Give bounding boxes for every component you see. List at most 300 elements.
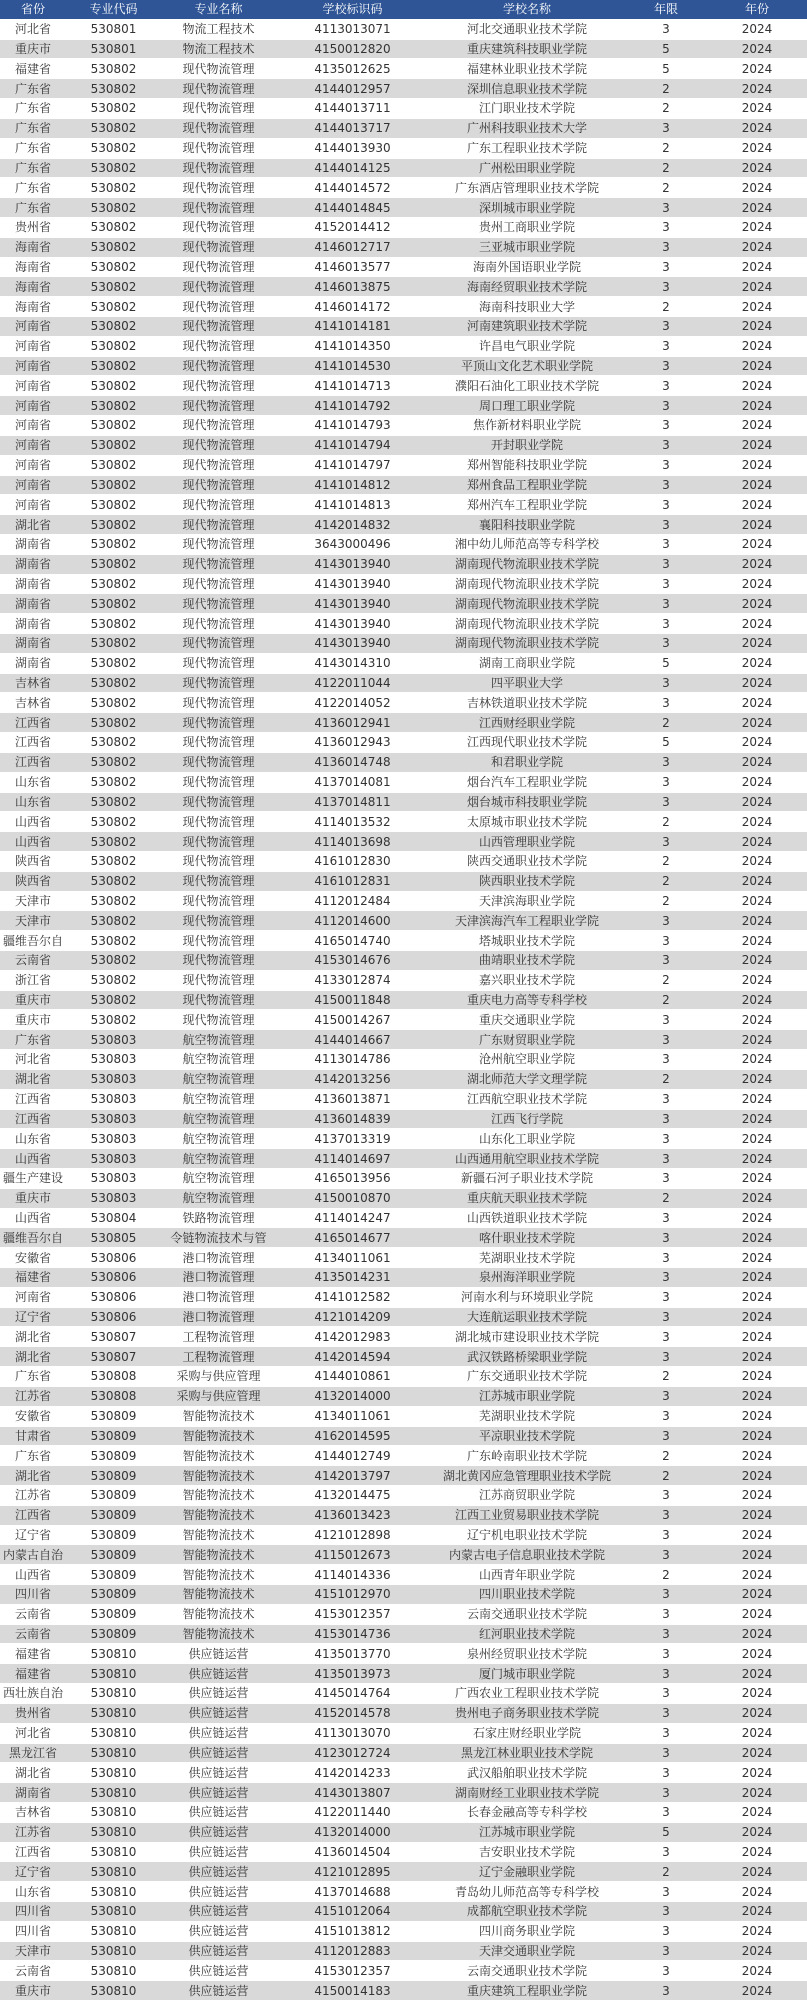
table-row bbox=[0, 1050, 807, 1070]
cell-school-id: 4162014595 bbox=[276, 1426, 429, 1446]
cell-year: 2024 bbox=[707, 1565, 807, 1585]
cell-major-code: 530802 bbox=[66, 911, 161, 931]
cell-school-name: 烟台汽车工程职业学院 bbox=[429, 772, 625, 792]
cell-school-name: 重庆航天职业技术学院 bbox=[429, 1188, 625, 1208]
table-row bbox=[0, 1268, 807, 1288]
cell-major-name: 现代物流管理 bbox=[161, 891, 276, 911]
cell-major-name: 航空物流管理 bbox=[161, 1109, 276, 1129]
cell-year: 2024 bbox=[707, 851, 807, 871]
cell-duration: 2 bbox=[625, 1188, 707, 1208]
table-row bbox=[0, 1010, 807, 1030]
cell-major-code: 530810 bbox=[66, 1882, 161, 1902]
cell-school-name: 四平职业大学 bbox=[429, 673, 625, 693]
cell-major-code: 530807 bbox=[66, 1327, 161, 1347]
cell-school-id: 4112014600 bbox=[276, 911, 429, 931]
cell-province: 河北省 bbox=[0, 19, 66, 39]
cell-province: 山西省 bbox=[0, 1149, 66, 1169]
cell-school-name: 湖北城市建设职业技术学院 bbox=[429, 1327, 625, 1347]
cell-province: 山东省 bbox=[0, 1882, 66, 1902]
cell-major-name: 港口物流管理 bbox=[161, 1268, 276, 1288]
cell-duration: 3 bbox=[625, 594, 707, 614]
cell-school-id: 4134011061 bbox=[276, 1406, 429, 1426]
cell-year: 2024 bbox=[707, 951, 807, 971]
cell-school-name: 福建林业职业技术学院 bbox=[429, 59, 625, 79]
cell-school-id: 4143014310 bbox=[276, 653, 429, 673]
table-row bbox=[0, 772, 807, 792]
cell-major-name: 供应链运营 bbox=[161, 1822, 276, 1842]
cell-school-name: 武汉铁路桥梁职业学院 bbox=[429, 1347, 625, 1367]
cell-school-name: 江西财经职业学院 bbox=[429, 713, 625, 733]
cell-school-name: 郑州汽车工程职业学院 bbox=[429, 495, 625, 515]
cell-school-id: 4135013770 bbox=[276, 1644, 429, 1664]
cell-province: 广东省 bbox=[0, 118, 66, 138]
cell-province: 甘肃省 bbox=[0, 1426, 66, 1446]
cell-year: 2024 bbox=[707, 297, 807, 317]
cell-province: 河南省 bbox=[0, 336, 66, 356]
cell-school-id: 4141014350 bbox=[276, 336, 429, 356]
cell-year: 2024 bbox=[707, 435, 807, 455]
cell-major-name: 现代物流管理 bbox=[161, 455, 276, 475]
cell-school-id: 4115012673 bbox=[276, 1545, 429, 1565]
cell-year: 2024 bbox=[707, 1109, 807, 1129]
cell-province: 内蒙古自治 bbox=[0, 1545, 66, 1565]
cell-duration: 3 bbox=[625, 1783, 707, 1803]
cell-year: 2024 bbox=[707, 1466, 807, 1486]
table-row bbox=[0, 1723, 807, 1743]
cell-duration: 3 bbox=[625, 1347, 707, 1367]
cell-year: 2024 bbox=[707, 1703, 807, 1723]
cell-school-name: 海南经贸职业技术学院 bbox=[429, 277, 625, 297]
cell-year: 2024 bbox=[707, 871, 807, 891]
cell-major-name: 智能物流技术 bbox=[161, 1604, 276, 1624]
cell-major-code: 530802 bbox=[66, 158, 161, 178]
cell-major-code: 530805 bbox=[66, 1228, 161, 1248]
cell-duration: 3 bbox=[625, 614, 707, 634]
cell-province: 湖北省 bbox=[0, 1327, 66, 1347]
cell-school-id: 4135014231 bbox=[276, 1268, 429, 1288]
table-row bbox=[0, 1545, 807, 1565]
cell-school-id: 4141012582 bbox=[276, 1287, 429, 1307]
cell-province: 山东省 bbox=[0, 772, 66, 792]
cell-major-code: 530803 bbox=[66, 1069, 161, 1089]
col-header-major-name: 专业名称 bbox=[161, 0, 276, 19]
cell-major-code: 530809 bbox=[66, 1565, 161, 1585]
cell-school-name: 喀什职业技术学院 bbox=[429, 1228, 625, 1248]
cell-school-name: 江西飞行学院 bbox=[429, 1109, 625, 1129]
cell-major-code: 530803 bbox=[66, 1129, 161, 1149]
cell-duration: 3 bbox=[625, 574, 707, 594]
table-row bbox=[0, 1109, 807, 1129]
cell-school-id: 4151013812 bbox=[276, 1921, 429, 1941]
cell-province: 贵州省 bbox=[0, 1703, 66, 1723]
cell-province: 山西省 bbox=[0, 1208, 66, 1228]
cell-province: 福建省 bbox=[0, 1644, 66, 1664]
cell-year: 2024 bbox=[707, 1882, 807, 1902]
cell-major-code: 530802 bbox=[66, 515, 161, 535]
table-row bbox=[0, 574, 807, 594]
table-row bbox=[0, 39, 807, 59]
cell-major-name: 供应链运营 bbox=[161, 1703, 276, 1723]
cell-province: 湖南省 bbox=[0, 634, 66, 654]
cell-school-id: 4133012874 bbox=[276, 970, 429, 990]
cell-major-code: 530809 bbox=[66, 1525, 161, 1545]
cell-major-code: 530802 bbox=[66, 634, 161, 654]
cell-school-name: 江西航空职业技术学院 bbox=[429, 1089, 625, 1109]
cell-school-name: 山西铁道职业技术学院 bbox=[429, 1208, 625, 1228]
cell-major-code: 530808 bbox=[66, 1386, 161, 1406]
cell-major-code: 530809 bbox=[66, 1485, 161, 1505]
table-row bbox=[0, 217, 807, 237]
cell-year: 2024 bbox=[707, 1446, 807, 1466]
cell-school-id: 4132014475 bbox=[276, 1485, 429, 1505]
cell-school-name: 湖北师范大学文理学院 bbox=[429, 1069, 625, 1089]
cell-school-name: 芜湖职业技术学院 bbox=[429, 1406, 625, 1426]
cell-duration: 2 bbox=[625, 713, 707, 733]
cell-year: 2024 bbox=[707, 1684, 807, 1704]
cell-school-name: 湖南现代物流职业技术学院 bbox=[429, 594, 625, 614]
cell-province: 江西省 bbox=[0, 713, 66, 733]
cell-province: 辽宁省 bbox=[0, 1862, 66, 1882]
cell-major-code: 530802 bbox=[66, 812, 161, 832]
cell-duration: 2 bbox=[625, 1862, 707, 1882]
table-row bbox=[0, 1882, 807, 1902]
cell-year: 2024 bbox=[707, 1307, 807, 1327]
cell-major-code: 530802 bbox=[66, 356, 161, 376]
cell-major-code: 530809 bbox=[66, 1624, 161, 1644]
cell-major-code: 530810 bbox=[66, 1664, 161, 1684]
table-row bbox=[0, 138, 807, 158]
cell-school-id: 4150014183 bbox=[276, 1981, 429, 2001]
cell-school-id: 4146014172 bbox=[276, 297, 429, 317]
table-row bbox=[0, 614, 807, 634]
cell-duration: 3 bbox=[625, 911, 707, 931]
cell-year: 2024 bbox=[707, 911, 807, 931]
cell-major-name: 航空物流管理 bbox=[161, 1069, 276, 1089]
cell-school-id: 4141014797 bbox=[276, 455, 429, 475]
cell-school-name: 湖南现代物流职业技术学院 bbox=[429, 634, 625, 654]
cell-duration: 3 bbox=[625, 475, 707, 495]
table-row bbox=[0, 1624, 807, 1644]
cell-school-name: 江西现代职业技术学院 bbox=[429, 733, 625, 753]
cell-school-name: 河南水利与环境职业学院 bbox=[429, 1287, 625, 1307]
cell-major-code: 530803 bbox=[66, 1149, 161, 1169]
table-row bbox=[0, 752, 807, 772]
table-row bbox=[0, 396, 807, 416]
cell-major-code: 530809 bbox=[66, 1446, 161, 1466]
cell-year: 2024 bbox=[707, 1168, 807, 1188]
table-row bbox=[0, 1248, 807, 1268]
table-row bbox=[0, 237, 807, 257]
cell-school-name: 大连航运职业技术学院 bbox=[429, 1307, 625, 1327]
table-row bbox=[0, 1941, 807, 1961]
table-row bbox=[0, 812, 807, 832]
cell-province: 重庆市 bbox=[0, 39, 66, 59]
cell-province: 河南省 bbox=[0, 416, 66, 436]
cell-major-name: 智能物流技术 bbox=[161, 1565, 276, 1585]
cell-major-code: 530802 bbox=[66, 990, 161, 1010]
cell-major-name: 供应链运营 bbox=[161, 1862, 276, 1882]
cell-province: 海南省 bbox=[0, 257, 66, 277]
cell-major-code: 530802 bbox=[66, 772, 161, 792]
cell-duration: 3 bbox=[625, 1664, 707, 1684]
cell-school-id: 4136013871 bbox=[276, 1089, 429, 1109]
cell-province: 广东省 bbox=[0, 178, 66, 198]
cell-school-name: 焦作新材料职业学院 bbox=[429, 416, 625, 436]
cell-year: 2024 bbox=[707, 574, 807, 594]
cell-province: 河南省 bbox=[0, 317, 66, 337]
cell-major-code: 530803 bbox=[66, 1168, 161, 1188]
cell-major-name: 供应链运营 bbox=[161, 1961, 276, 1981]
cell-major-code: 530806 bbox=[66, 1287, 161, 1307]
table-row bbox=[0, 990, 807, 1010]
cell-major-code: 530802 bbox=[66, 673, 161, 693]
cell-school-id: 4144012957 bbox=[276, 79, 429, 99]
cell-major-name: 现代物流管理 bbox=[161, 673, 276, 693]
cell-major-code: 530810 bbox=[66, 1644, 161, 1664]
cell-school-name: 烟台城市科技职业学院 bbox=[429, 792, 625, 812]
cell-province: 湖北省 bbox=[0, 515, 66, 535]
cell-major-name: 航空物流管理 bbox=[161, 1188, 276, 1208]
table-row bbox=[0, 1030, 807, 1050]
cell-school-id: 4112012484 bbox=[276, 891, 429, 911]
cell-major-name: 现代物流管理 bbox=[161, 733, 276, 753]
cell-major-code: 530804 bbox=[66, 1208, 161, 1228]
cell-year: 2024 bbox=[707, 1188, 807, 1208]
col-header-year: 年份 bbox=[707, 0, 807, 19]
cell-year: 2024 bbox=[707, 416, 807, 436]
cell-duration: 2 bbox=[625, 158, 707, 178]
cell-major-code: 530803 bbox=[66, 1089, 161, 1109]
cell-duration: 3 bbox=[625, 455, 707, 475]
cell-year: 2024 bbox=[707, 475, 807, 495]
cell-duration: 2 bbox=[625, 1069, 707, 1089]
cell-year: 2024 bbox=[707, 118, 807, 138]
cell-major-name: 现代物流管理 bbox=[161, 336, 276, 356]
cell-province: 河南省 bbox=[0, 1287, 66, 1307]
cell-school-name: 湘中幼儿师范高等专科学校 bbox=[429, 534, 625, 554]
cell-school-name: 开封职业学院 bbox=[429, 435, 625, 455]
table-row bbox=[0, 1129, 807, 1149]
cell-major-code: 530810 bbox=[66, 1743, 161, 1763]
cell-major-name: 现代物流管理 bbox=[161, 713, 276, 733]
cell-school-id: 4146012717 bbox=[276, 237, 429, 257]
cell-major-code: 530803 bbox=[66, 1109, 161, 1129]
cell-major-name: 智能物流技术 bbox=[161, 1466, 276, 1486]
cell-year: 2024 bbox=[707, 39, 807, 59]
cell-school-name: 平凉职业技术学院 bbox=[429, 1426, 625, 1446]
cell-province: 湖北省 bbox=[0, 1347, 66, 1367]
cell-province: 云南省 bbox=[0, 1624, 66, 1644]
cell-major-name: 港口物流管理 bbox=[161, 1248, 276, 1268]
cell-duration: 3 bbox=[625, 416, 707, 436]
cell-duration: 3 bbox=[625, 554, 707, 574]
cell-duration: 2 bbox=[625, 1367, 707, 1387]
table-row bbox=[0, 1446, 807, 1466]
table-row bbox=[0, 1604, 807, 1624]
cell-school-name: 山东化工职业学院 bbox=[429, 1129, 625, 1149]
cell-duration: 3 bbox=[625, 1050, 707, 1070]
cell-province: 广东省 bbox=[0, 99, 66, 119]
table-row bbox=[0, 1307, 807, 1327]
table-row bbox=[0, 1426, 807, 1446]
cell-school-id: 4144014125 bbox=[276, 158, 429, 178]
cell-duration: 2 bbox=[625, 990, 707, 1010]
cell-province: 安徽省 bbox=[0, 1248, 66, 1268]
cell-year: 2024 bbox=[707, 1862, 807, 1882]
cell-duration: 2 bbox=[625, 1446, 707, 1466]
table-row bbox=[0, 1961, 807, 1981]
cell-duration: 3 bbox=[625, 1842, 707, 1862]
cell-school-id: 4113014786 bbox=[276, 1050, 429, 1070]
cell-major-name: 现代物流管理 bbox=[161, 832, 276, 852]
cell-province: 江苏省 bbox=[0, 1386, 66, 1406]
cell-duration: 3 bbox=[625, 693, 707, 713]
cell-major-name: 现代物流管理 bbox=[161, 792, 276, 812]
cell-school-id: 4143013940 bbox=[276, 614, 429, 634]
cell-major-name: 供应链运营 bbox=[161, 1882, 276, 1902]
cell-duration: 3 bbox=[625, 1604, 707, 1624]
table-row bbox=[0, 1347, 807, 1367]
cell-major-name: 现代物流管理 bbox=[161, 118, 276, 138]
cell-major-code: 530809 bbox=[66, 1505, 161, 1525]
cell-major-code: 530810 bbox=[66, 1921, 161, 1941]
cell-major-code: 530809 bbox=[66, 1426, 161, 1446]
cell-school-id: 4150012820 bbox=[276, 39, 429, 59]
table-row bbox=[0, 178, 807, 198]
cell-school-id: 4152014412 bbox=[276, 217, 429, 237]
cell-duration: 3 bbox=[625, 1168, 707, 1188]
cell-province: 山东省 bbox=[0, 792, 66, 812]
cell-school-name: 贵州电子商务职业技术学院 bbox=[429, 1703, 625, 1723]
cell-year: 2024 bbox=[707, 594, 807, 614]
cell-duration: 3 bbox=[625, 1644, 707, 1664]
cell-major-code: 530802 bbox=[66, 752, 161, 772]
cell-major-code: 530802 bbox=[66, 79, 161, 99]
cell-duration: 5 bbox=[625, 653, 707, 673]
cell-duration: 3 bbox=[625, 237, 707, 257]
cell-school-id: 4114013532 bbox=[276, 812, 429, 832]
cell-school-id: 4150010870 bbox=[276, 1188, 429, 1208]
cell-major-name: 供应链运营 bbox=[161, 1902, 276, 1922]
cell-province: 福建省 bbox=[0, 1268, 66, 1288]
cell-school-id: 4132014000 bbox=[276, 1386, 429, 1406]
cell-province: 河北省 bbox=[0, 1723, 66, 1743]
cell-school-name: 海南外国语职业学院 bbox=[429, 257, 625, 277]
cell-major-name: 现代物流管理 bbox=[161, 138, 276, 158]
cell-major-code: 530802 bbox=[66, 138, 161, 158]
cell-school-id: 4141014813 bbox=[276, 495, 429, 515]
cell-province: 四川省 bbox=[0, 1585, 66, 1605]
cell-major-code: 530802 bbox=[66, 970, 161, 990]
cell-year: 2024 bbox=[707, 455, 807, 475]
cell-province: 江苏省 bbox=[0, 1485, 66, 1505]
cell-major-name: 现代物流管理 bbox=[161, 693, 276, 713]
cell-province: 天津市 bbox=[0, 911, 66, 931]
cell-school-name: 陕西交通职业技术学院 bbox=[429, 851, 625, 871]
table-row bbox=[0, 931, 807, 951]
cell-major-code: 530802 bbox=[66, 594, 161, 614]
cell-major-code: 530807 bbox=[66, 1347, 161, 1367]
cell-school-name: 重庆交通职业学院 bbox=[429, 1010, 625, 1030]
cell-duration: 5 bbox=[625, 1822, 707, 1842]
cell-province: 湖南省 bbox=[0, 1783, 66, 1803]
cell-major-code: 530810 bbox=[66, 1941, 161, 1961]
cell-major-name: 现代物流管理 bbox=[161, 317, 276, 337]
cell-year: 2024 bbox=[707, 257, 807, 277]
cell-major-code: 530810 bbox=[66, 1981, 161, 2001]
cell-major-name: 现代物流管理 bbox=[161, 475, 276, 495]
cell-major-name: 现代物流管理 bbox=[161, 951, 276, 971]
cell-year: 2024 bbox=[707, 733, 807, 753]
cell-school-name: 江苏城市职业学院 bbox=[429, 1822, 625, 1842]
cell-province: 疆维吾尔自 bbox=[0, 1228, 66, 1248]
cell-major-name: 现代物流管理 bbox=[161, 594, 276, 614]
cell-duration: 3 bbox=[625, 1505, 707, 1525]
cell-duration: 3 bbox=[625, 356, 707, 376]
cell-year: 2024 bbox=[707, 1386, 807, 1406]
cell-major-name: 铁路物流管理 bbox=[161, 1208, 276, 1228]
cell-school-name: 厦门城市职业学院 bbox=[429, 1664, 625, 1684]
table-row bbox=[0, 1208, 807, 1228]
cell-province: 云南省 bbox=[0, 1961, 66, 1981]
cell-school-name: 天津滨海职业学院 bbox=[429, 891, 625, 911]
cell-province: 重庆市 bbox=[0, 990, 66, 1010]
cell-major-name: 供应链运营 bbox=[161, 1842, 276, 1862]
cell-year: 2024 bbox=[707, 1802, 807, 1822]
cell-duration: 3 bbox=[625, 752, 707, 772]
cell-major-name: 智能物流技术 bbox=[161, 1406, 276, 1426]
cell-province: 江西省 bbox=[0, 1089, 66, 1109]
cell-duration: 3 bbox=[625, 1585, 707, 1605]
cell-major-name: 智能物流技术 bbox=[161, 1545, 276, 1565]
cell-province: 河南省 bbox=[0, 376, 66, 396]
table-row bbox=[0, 1981, 807, 2001]
cell-duration: 3 bbox=[625, 435, 707, 455]
cell-province: 江西省 bbox=[0, 1505, 66, 1525]
cell-school-id: 4123012724 bbox=[276, 1743, 429, 1763]
cell-school-id: 4153012357 bbox=[276, 1961, 429, 1981]
cell-school-name: 成都航空职业技术学院 bbox=[429, 1902, 625, 1922]
table-row bbox=[0, 951, 807, 971]
table-row bbox=[0, 1921, 807, 1941]
cell-duration: 3 bbox=[625, 376, 707, 396]
cell-school-id: 4137014081 bbox=[276, 772, 429, 792]
table-row bbox=[0, 1585, 807, 1605]
cell-major-code: 530810 bbox=[66, 1902, 161, 1922]
cell-school-id: 4141014792 bbox=[276, 396, 429, 416]
cell-duration: 3 bbox=[625, 1149, 707, 1169]
cell-school-id: 4141014794 bbox=[276, 435, 429, 455]
cell-duration: 3 bbox=[625, 792, 707, 812]
cell-year: 2024 bbox=[707, 792, 807, 812]
cell-school-name: 濮阳石油化工职业技术学院 bbox=[429, 376, 625, 396]
cell-province: 湖南省 bbox=[0, 614, 66, 634]
table-row bbox=[0, 1367, 807, 1387]
cell-school-id: 4143013940 bbox=[276, 634, 429, 654]
cell-major-name: 现代物流管理 bbox=[161, 59, 276, 79]
cell-school-id: 4144013711 bbox=[276, 99, 429, 119]
cell-duration: 5 bbox=[625, 733, 707, 753]
cell-major-code: 530802 bbox=[66, 653, 161, 673]
cell-school-id: 4152014578 bbox=[276, 1703, 429, 1723]
cell-major-code: 530802 bbox=[66, 713, 161, 733]
cell-major-code: 530810 bbox=[66, 1684, 161, 1704]
cell-province: 福建省 bbox=[0, 59, 66, 79]
cell-duration: 3 bbox=[625, 832, 707, 852]
cell-year: 2024 bbox=[707, 336, 807, 356]
cell-school-name: 内蒙古电子信息职业技术学院 bbox=[429, 1545, 625, 1565]
cell-year: 2024 bbox=[707, 554, 807, 574]
